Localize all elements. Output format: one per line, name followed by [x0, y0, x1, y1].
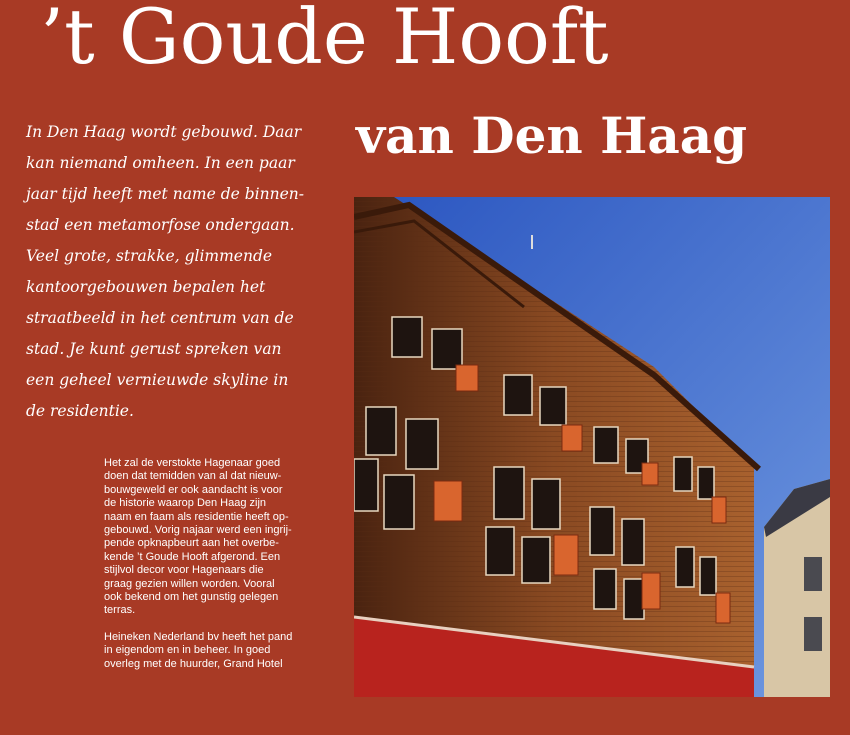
body-line: naam en faam als residentie heeft op- [104, 510, 289, 523]
intro-line: In Den Haag wordt gebouwd. Daar [26, 123, 302, 141]
body-paragraph-1 [104, 457, 344, 618]
intro-line: de residentie. [26, 402, 134, 420]
intro-paragraph [26, 117, 346, 427]
article-subtitle: van Den Haag [356, 106, 748, 165]
body-column [104, 457, 344, 684]
body-line: terras. [104, 604, 136, 617]
intro-line: een geheel vernieuwde skyline in [26, 371, 289, 389]
intro-line: stad een metamorfose ondergaan. [26, 216, 295, 234]
building-photo [354, 197, 830, 697]
body-line: stijlvol decor voor Hagenaars die [104, 564, 264, 577]
body-line: bouwgeweld er ook aandacht is voor [104, 483, 283, 496]
body-line: Heineken Nederland bv heeft het pand [104, 630, 293, 643]
body-line: overleg met de huurder, Grand Hotel [104, 657, 283, 670]
body-line: in eigendom en in beheer. In goed [104, 644, 271, 657]
intro-line: jaar tijd heeft met name de binnen- [26, 185, 304, 203]
body-line: doen dat temidden van al dat nieuw- [104, 470, 282, 483]
body-line: gebouwd. Vorig najaar werd een ingrij- [104, 524, 292, 537]
intro-line: Veel grote, strakke, glimmende [26, 247, 273, 265]
body-line: Het zal de verstokte Hagenaar goed [104, 457, 281, 469]
body-line: ook bekend om het gunstig gelegen [104, 591, 279, 604]
body-line: kende ’t Goude Hooft afgerond. Een [104, 550, 281, 563]
body-line: pende opknapbeurt aan het overbe- [104, 537, 279, 550]
body-line: graag gezien willen worden. Vooral [104, 577, 275, 590]
building-illustration [354, 197, 830, 697]
body-paragraph-2 [104, 631, 344, 671]
intro-line: straatbeeld in het centrum van de [26, 309, 294, 327]
intro-line: stad. Je kunt gerust spreken van [26, 340, 282, 358]
intro-line: kantoorgebouwen bepalen het [26, 278, 266, 296]
body-line: de historie waarop Den Haag zijn [104, 497, 267, 510]
article-title: ’t Goude Hooft [40, 0, 609, 81]
intro-line: kan niemand omheen. In een paar [26, 154, 295, 172]
